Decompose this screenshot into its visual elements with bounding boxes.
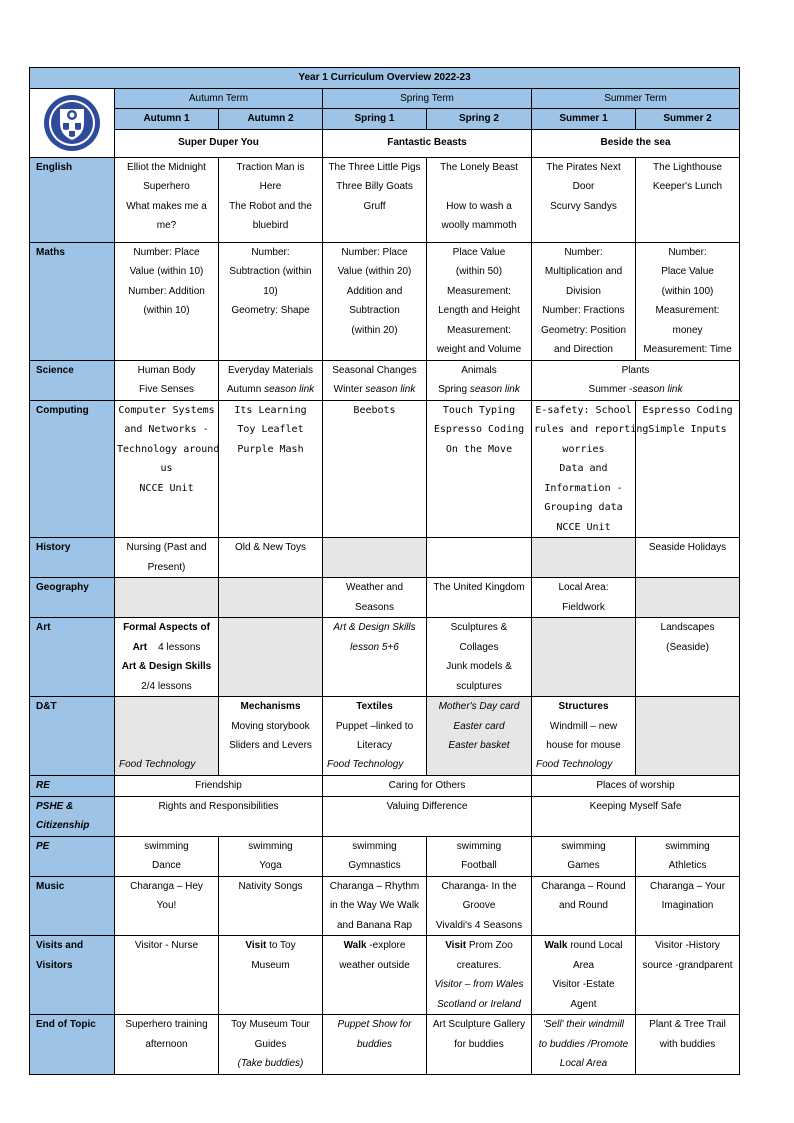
half-term-autumn-2: Autumn 2 (219, 109, 323, 130)
history-spring-2 (427, 538, 532, 578)
computing-spring-1: Beebots (323, 400, 427, 538)
visits-spring-2: Visit Prom Zoo creatures. Visitor – from Wales Scotland or Ireland (427, 936, 532, 1015)
subject-end-of-topic: End of Topic (30, 1015, 115, 1075)
dt-summer-1: Structures Windmill – new house for mouse Food Technology (532, 697, 636, 776)
row-english (30, 157, 740, 242)
row-geography (30, 578, 740, 618)
maths-summer-2: Number: Place Value (within 100) Measurement: money Measurement: Time (636, 242, 740, 360)
geography-summer-1: Local Area: Fieldwork (532, 578, 636, 618)
end-of-topic-spring-2: Art Sculpture Gallery for buddies (427, 1015, 532, 1075)
end-of-topic-autumn-1: Superhero training afternoon (115, 1015, 219, 1075)
half-term-spring-2: Spring 2 (427, 109, 532, 130)
school-crest-logo (42, 93, 102, 153)
end-of-topic-spring-1: Puppet Show for buddies (323, 1015, 427, 1075)
dt-spring-1: Textiles Puppet –linked to Literacy Food Technology (323, 697, 427, 776)
dt-autumn-1: Food Technology (115, 697, 219, 776)
term-autumn: Autumn Term (115, 88, 323, 109)
subject-re: RE (30, 776, 115, 797)
row-maths (30, 242, 740, 360)
english-autumn-2: Traction Man is Here The Robot and the bluebird (219, 157, 323, 242)
pe-autumn-1: swimming Dance (115, 836, 219, 876)
visits-summer-1: Walk round Local Area Visitor -Estate Agent (532, 936, 636, 1015)
subject-science: Science (30, 360, 115, 400)
computing-summer-1: E-safety: School rules and reporting worries Data and Information - Grouping data NCCE Unit (532, 400, 636, 538)
music-spring-1: Charanga – Rhythm in the Way We Walk and Banana Rap (323, 876, 427, 936)
geography-autumn-2 (219, 578, 323, 618)
visits-autumn-1: Visitor - Nurse (115, 936, 219, 1015)
theme-spring: Fantastic Beasts (323, 129, 532, 157)
subject-art: Art (30, 618, 115, 697)
subject-maths: Maths (30, 242, 115, 360)
visits-spring-1: Walk -explore weather outside (323, 936, 427, 1015)
english-summer-2: The Lighthouse Keeper's Lunch (636, 157, 740, 242)
row-end-of-topic (30, 1015, 740, 1075)
music-summer-1: Charanga – Round and Round (532, 876, 636, 936)
half-term-spring-1: Spring 1 (323, 109, 427, 130)
history-summer-2: Seaside Holidays (636, 538, 740, 578)
english-spring-2: The Lonely Beast How to wash a woolly mammoth (427, 157, 532, 242)
row-pe (30, 836, 740, 876)
visits-autumn-2: Visit to Toy Museum (219, 936, 323, 1015)
theme-autumn: Super Duper You (115, 129, 323, 157)
science-autumn-2: Everyday Materials Autumn season link (219, 360, 323, 400)
geography-spring-1: Weather and Seasons (323, 578, 427, 618)
maths-spring-2: Place Value (within 50) Measurement: Length and Height Measurement: weight and Volume (427, 242, 532, 360)
subject-pe: PE (30, 836, 115, 876)
row-art (30, 618, 740, 697)
computing-spring-2: Touch Typing Espresso Coding On the Move (427, 400, 532, 538)
music-autumn-1: Charanga – Hey You! (115, 876, 219, 936)
pshe-summer: Keeping Myself Safe (532, 796, 740, 836)
history-autumn-2: Old & New Toys (219, 538, 323, 578)
visits-summer-2: Visitor -History source -grandparent (636, 936, 740, 1015)
half-term-summer-1: Summer 1 (532, 109, 636, 130)
half-term-autumn-1: Autumn 1 (115, 109, 219, 130)
music-spring-2: Charanga- In the Groove Vivaldi's 4 Seasons (427, 876, 532, 936)
school-logo-cell (30, 88, 115, 157)
end-of-topic-autumn-2: Toy Museum Tour Guides (Take buddies) (219, 1015, 323, 1075)
pe-summer-1: swimming Games (532, 836, 636, 876)
science-autumn-1: Human Body Five Senses (115, 360, 219, 400)
music-summer-2: Charanga – Your Imagination (636, 876, 740, 936)
row-pshe (30, 796, 740, 836)
computing-autumn-1: Computer Systems and Networks - Technology around us NCCE Unit (115, 400, 219, 538)
term-spring: Spring Term (323, 88, 532, 109)
science-spring-1: Seasonal Changes Winter season link (323, 360, 427, 400)
end-of-topic-summer-1: 'Sell' their windmill to buddies /Promote Local Area (532, 1015, 636, 1075)
subject-geography: Geography (30, 578, 115, 618)
history-spring-1 (323, 538, 427, 578)
subject-english: English (30, 157, 115, 242)
re-spring: Caring for Others (323, 776, 532, 797)
subject-history: History (30, 538, 115, 578)
re-summer: Places of worship (532, 776, 740, 797)
music-autumn-2: Nativity Songs (219, 876, 323, 936)
science-summer: Plants Summer -season link (532, 360, 740, 400)
art-spring-1: Art & Design Skills lesson 5+6 (323, 618, 427, 697)
pe-summer-2: swimming Athletics (636, 836, 740, 876)
theme-summer: Beside the sea (532, 129, 740, 157)
row-computing (30, 400, 740, 538)
row-music (30, 876, 740, 936)
re-autumn: Friendship (115, 776, 323, 797)
dt-spring-2: Mother's Day card Easter card Easter basket (427, 697, 532, 776)
history-summer-1 (532, 538, 636, 578)
geography-spring-2: The United Kingdom (427, 578, 532, 618)
computing-summer-2: Espresso Coding Simple Inputs (636, 400, 740, 538)
art-summer-1 (532, 618, 636, 697)
dt-autumn-2: Mechanisms Moving storybook Sliders and Levers (219, 697, 323, 776)
art-summer-2: Landscapes (Seaside) (636, 618, 740, 697)
half-term-summer-2: Summer 2 (636, 109, 740, 130)
geography-summer-2 (636, 578, 740, 618)
history-autumn-1: Nursing (Past and Present) (115, 538, 219, 578)
subject-pshe: PSHE & Citizenship (30, 796, 115, 836)
computing-autumn-2: Its Learning Toy Leaflet Purple Mash (219, 400, 323, 538)
pe-spring-1: swimming Gymnastics (323, 836, 427, 876)
row-history (30, 538, 740, 578)
art-autumn-2 (219, 618, 323, 697)
term-summer: Summer Term (532, 88, 740, 109)
subject-visits: Visits and Visitors (30, 936, 115, 1015)
page-title: Year 1 Curriculum Overview 2022-23 (30, 68, 740, 89)
pe-spring-2: swimming Football (427, 836, 532, 876)
end-of-topic-summer-2: Plant & Tree Trail with buddies (636, 1015, 740, 1075)
english-autumn-1: Elliot the Midnight Superhero What makes me a me? (115, 157, 219, 242)
science-spring-2: Animals Spring season link (427, 360, 532, 400)
row-science (30, 360, 740, 400)
row-re (30, 776, 740, 797)
row-dt (30, 697, 740, 776)
row-visits (30, 936, 740, 1015)
maths-spring-1: Number: Place Value (within 20) Addition and Subtraction (within 20) (323, 242, 427, 360)
english-spring-1: The Three Little Pigs Three Billy Goats Gruff (323, 157, 427, 242)
subject-dt: D&T (30, 697, 115, 776)
pshe-autumn: Rights and Responsibilities (115, 796, 323, 836)
art-spring-2: Sculptures & Collages Junk models & sculptures (427, 618, 532, 697)
pe-autumn-2: swimming Yoga (219, 836, 323, 876)
maths-autumn-2: Number: Subtraction (within 10) Geometry: Shape (219, 242, 323, 360)
maths-autumn-1: Number: Place Value (within 10) Number: Addition (within 10) (115, 242, 219, 360)
english-summer-1: The Pirates Next Door Scurvy Sandys (532, 157, 636, 242)
geography-autumn-1 (115, 578, 219, 618)
art-autumn-1: Formal Aspects of Art 4 lessons Art & Design Skills 2/4 lessons (115, 618, 219, 697)
maths-summer-1: Number: Multiplication and Division Number: Fractions Geometry: Position and Direction (532, 242, 636, 360)
pshe-spring: Valuing Difference (323, 796, 532, 836)
dt-summer-2 (636, 697, 740, 776)
curriculum-table (29, 67, 740, 1075)
subject-music: Music (30, 876, 115, 936)
subject-computing: Computing (30, 400, 115, 538)
